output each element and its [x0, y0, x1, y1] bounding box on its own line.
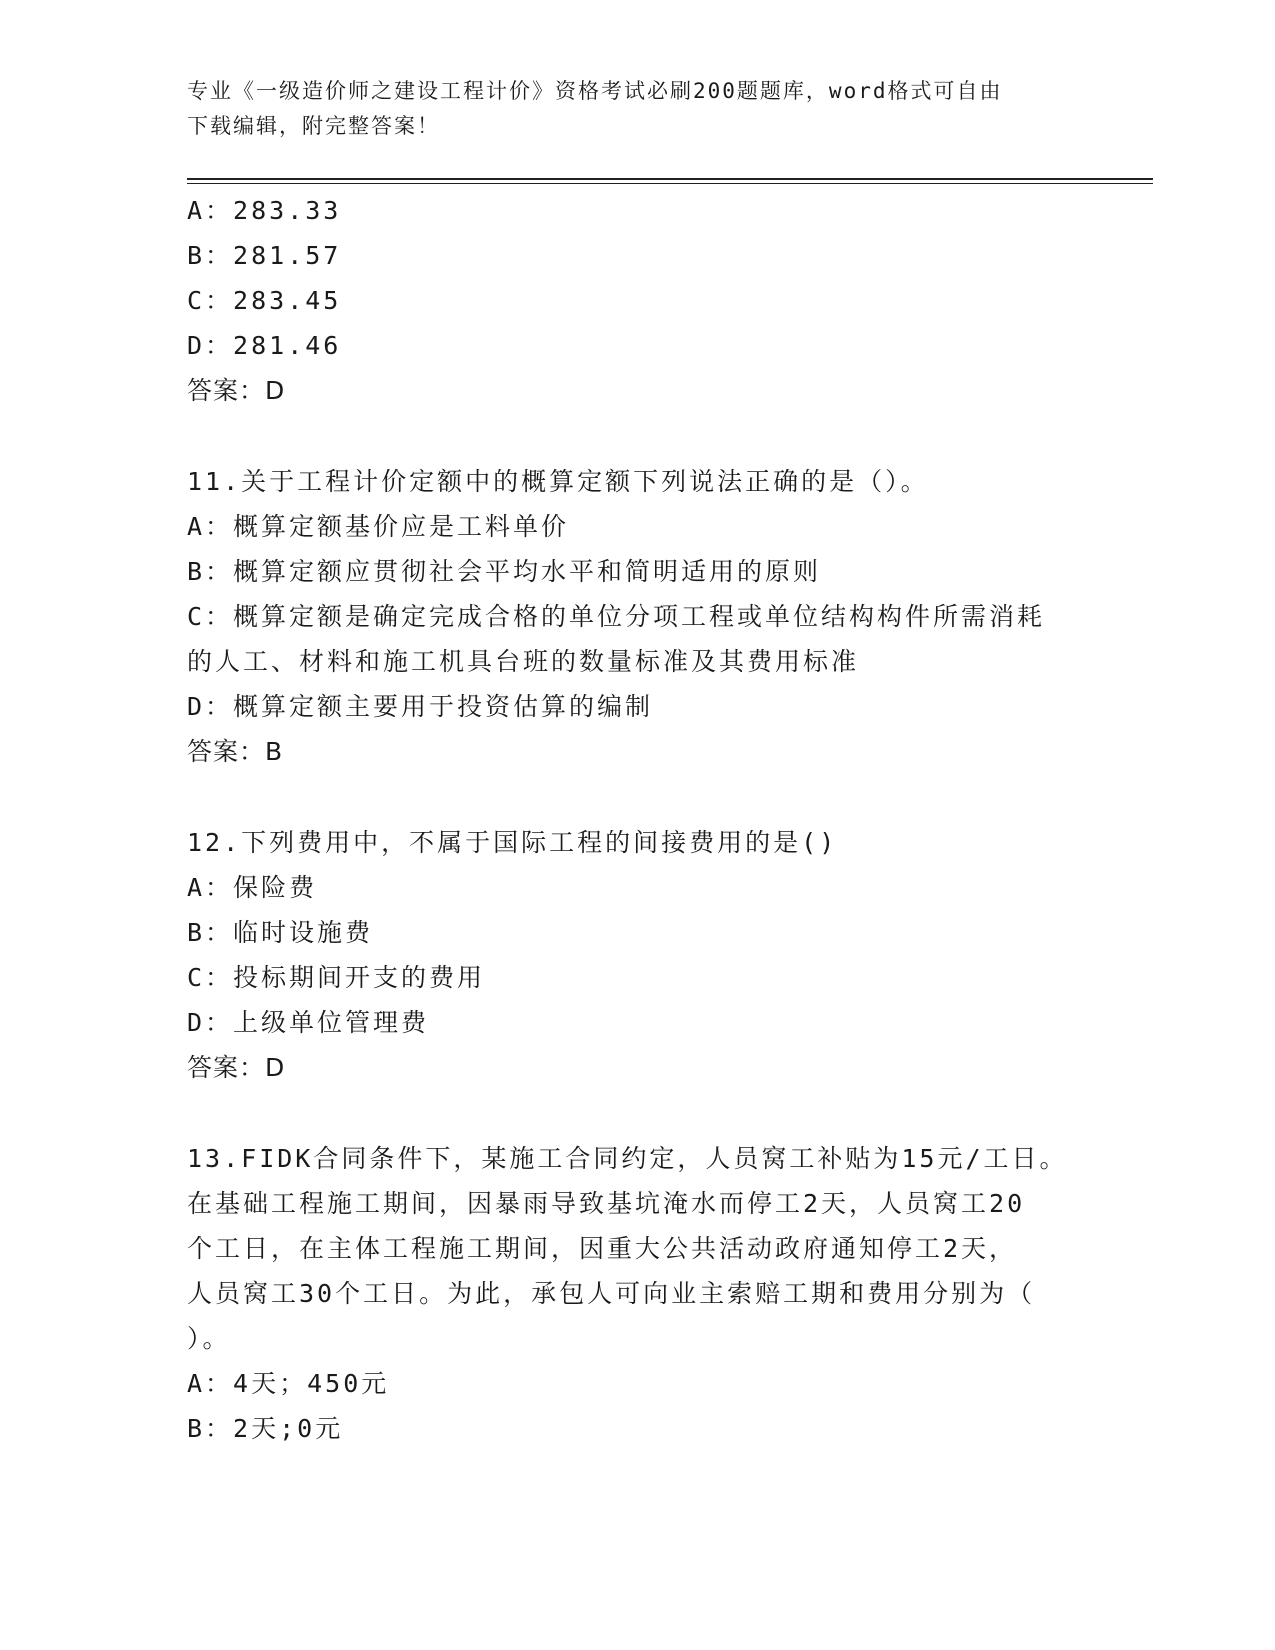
question-13	[187, 1136, 1087, 1451]
question-stem-line-5: ）。	[187, 1324, 231, 1353]
option-b: B：281.57	[187, 241, 342, 270]
option-b: B：临时设施费	[187, 918, 374, 947]
option-d: D：上级单位管理费	[187, 1008, 430, 1037]
option-a: A：4天；450元	[187, 1369, 390, 1398]
question-stem: 11.关于工程计价定额中的概算定额下列说法正确的是（）。	[187, 467, 929, 496]
option-a: A：保险费	[187, 873, 318, 902]
answer: 答案：B	[187, 737, 284, 766]
question-12	[187, 820, 1087, 1090]
question-stem-line-1: 13.FIDK合同条件下，某施工合同约定，人员窝工补贴为15元/工日。	[187, 1144, 1068, 1173]
question-11	[187, 459, 1087, 774]
header-line-1: 专业《一级造价师之建设工程计价》资格考试必刷200题题库，word格式可自由	[187, 79, 1003, 103]
question-stem: 12.下列费用中，不属于国际工程的间接费用的是()	[187, 828, 838, 857]
option-a: A：概算定额基价应是工料单价	[187, 512, 570, 541]
answer: 答案：D	[187, 1053, 286, 1082]
option-c: C：投标期间开支的费用	[187, 963, 486, 992]
question-stem-line-2: 在基础工程施工期间，因暴雨导致基坑淹水而停工2天，人员窝工20	[187, 1189, 1026, 1218]
question-10-tail	[187, 188, 1087, 413]
question-stem-line-4: 人员窝工30个工日。为此，承包人可向业主索赔工期和费用分别为（	[187, 1279, 1036, 1308]
option-b: B：2天;0元	[187, 1414, 344, 1443]
header-line-2: 下载编辑，附完整答案！	[187, 114, 440, 138]
option-d: D：概算定额主要用于投资估算的编制	[187, 692, 654, 721]
spacer	[187, 1090, 1087, 1136]
spacer	[187, 774, 1087, 820]
spacer	[187, 413, 1087, 459]
option-d: D：281.46	[187, 331, 342, 360]
header-rule-thick	[187, 178, 1153, 180]
option-c: C：概算定额是确定完成合格的单位分项工程或单位结构构件所需消耗	[187, 602, 1046, 631]
question-stem-line-3: 个工日，在主体工程施工期间，因重大公共活动政府通知停工2天，	[187, 1234, 1018, 1263]
answer: 答案：D	[187, 376, 286, 405]
option-c-continued: 的人工、材料和施工机具台班的数量标准及其费用标准	[187, 647, 860, 676]
option-c: C：283.45	[187, 286, 342, 315]
document-header	[187, 74, 1087, 144]
document-body	[187, 188, 1087, 1451]
option-a: A：283.33	[187, 196, 342, 225]
option-b: B：概算定额应贯彻社会平均水平和简明适用的原则	[187, 557, 822, 586]
header-rule-thin	[187, 183, 1153, 184]
